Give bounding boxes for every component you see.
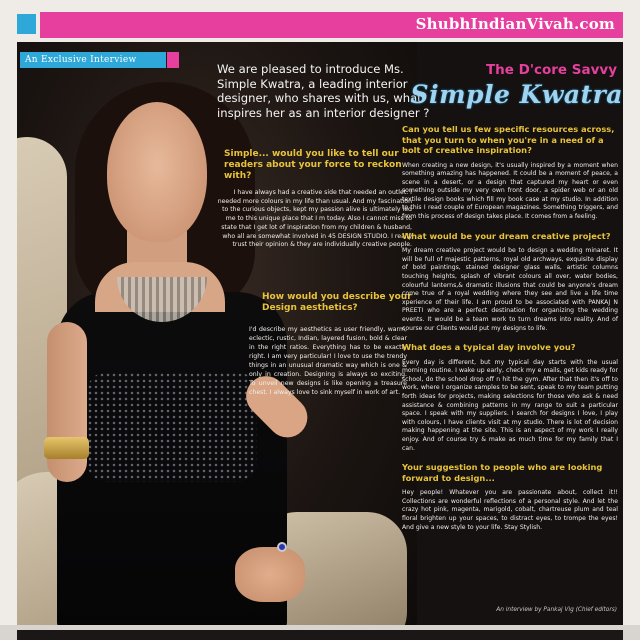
question-1: Simple... would you like to tell our readers about your force to reckon with? <box>224 149 402 181</box>
answer-2: I'd describe my aesthetics as user friendly, warm, eclectic, rustic, Indian, layered fusion, bold & clear in the right ratios. Everything has to be exactly right. I am very particular! I love to use the trendy things in an unusual dramatic way which is one & only in creation. Designing is always so exciting. To unveil new designs is like opening a treasure chest. I always love to sink myself in work of art. <box>249 326 407 396</box>
answer-3: When creating a new design, it's usually inspired by a moment when something amazing has happened. It could be a moment of peace, a scene in a desert, or a design that captured my heart or even something outside my very own front door, a spider web or an old textile design books which fill my book case at my studio. In addition to this I read couple of European magazines. Something triggers, and from this process of design takes place. It comes from a feeling. <box>402 161 618 221</box>
site-name: ShubhIndianVivah.com <box>415 15 615 33</box>
exclusive-interview-label: An Exclusive Interview <box>20 52 166 68</box>
answer-1: I have always had a creative side that needed an outlet. I needed more colours in my life than usual. And my fascination to the curious objects, kept my passion alive is ultimately led me to this unique place that I m today. Also I cannot miss to state that I get lot of inspiration from my children & husband, who all are somewhat involved in 45 DESIGN STUDIO. I really trust their opinion & they are individually creative people. <box>217 189 412 249</box>
answer-6: Hey people! Whatever you are passionate about, collect it!! Collections are wonderful reflections of a personal style. And let the crazy hot pink, magenta, marigold, cobalt, chartreuse plum and teal floral brighten up your spaces, to distract eyes, to trompe the eyes! And give a new style to your life. Stay Stylish. <box>402 489 618 531</box>
question-2: How would you describe your Design aesthetics? <box>262 292 412 313</box>
dress-sequins <box>87 372 257 482</box>
interviewee-name: Simple Kwatra <box>410 80 623 109</box>
next-page-edge <box>17 630 623 640</box>
face <box>107 102 207 242</box>
question-6: Your suggestion to people who are looking forward to design... <box>402 462 603 483</box>
answer-4: My dream creative project would be to design a wedding minaret. It will be full of majestic patterns, royal old archways, exquisite display of bold paintings, stained designer glass walls, artistic columns touching heights, splash of vibrant colours all over, water bodies, colourful lanterns,& dramatic illusions that could be anyone's dream come true of a royal wedding where they see and live a life time xperience of their life. I am proud to be associated with PANKAJ N PREETI who are a perfect destination for organizing the wedding events. It would be a team work to turn dreams into reality. And of course our Clients would put my designs to life. <box>402 247 618 332</box>
header-blue-square <box>17 14 36 34</box>
exclusive-label-pink-tab <box>167 52 179 68</box>
answer-5: Every day is different, but my typical day starts with the usual morning routine. I wake up early, check my e mails, get kids ready for school, do the school drop off n hit the gym. After that then it's off to work, where I organize samples to be sent, speak to my team putting forth ideas for projects, making selections for those who ask & need assistance & combining patterns in my range to suit a particular space. I speak with my suppliers. I search for designs I love, I play with colours, I have clients visit at my studio. There is lot of decision making happening at the site. This is an aspect of my work I really enjoy. And of course try & make as much time for my family that I can. <box>402 358 618 452</box>
byline: An interview by Pankaj Vig (Chief editors) <box>496 607 617 613</box>
gold-watch <box>44 437 89 459</box>
hand <box>235 547 305 602</box>
question-5: What does a typical day involve you? <box>402 342 576 353</box>
header-bar <box>40 12 623 38</box>
intro-text: We are pleased to introduce Ms. Simple Kwatra, a leading interior designer, who shares with us, what inspires her as an interior designer ? <box>217 62 430 120</box>
right-column <box>402 124 618 541</box>
sapphire-ring <box>277 542 287 552</box>
question-4: What would be your dream creative project? <box>402 230 611 241</box>
kicker-title: The D'core Savvy <box>485 62 617 78</box>
question-3: Can you tell us few specific resources across, that you turn to when you're in a need of a bolt of creative inspiration? <box>402 124 615 155</box>
article-panel <box>17 42 623 625</box>
